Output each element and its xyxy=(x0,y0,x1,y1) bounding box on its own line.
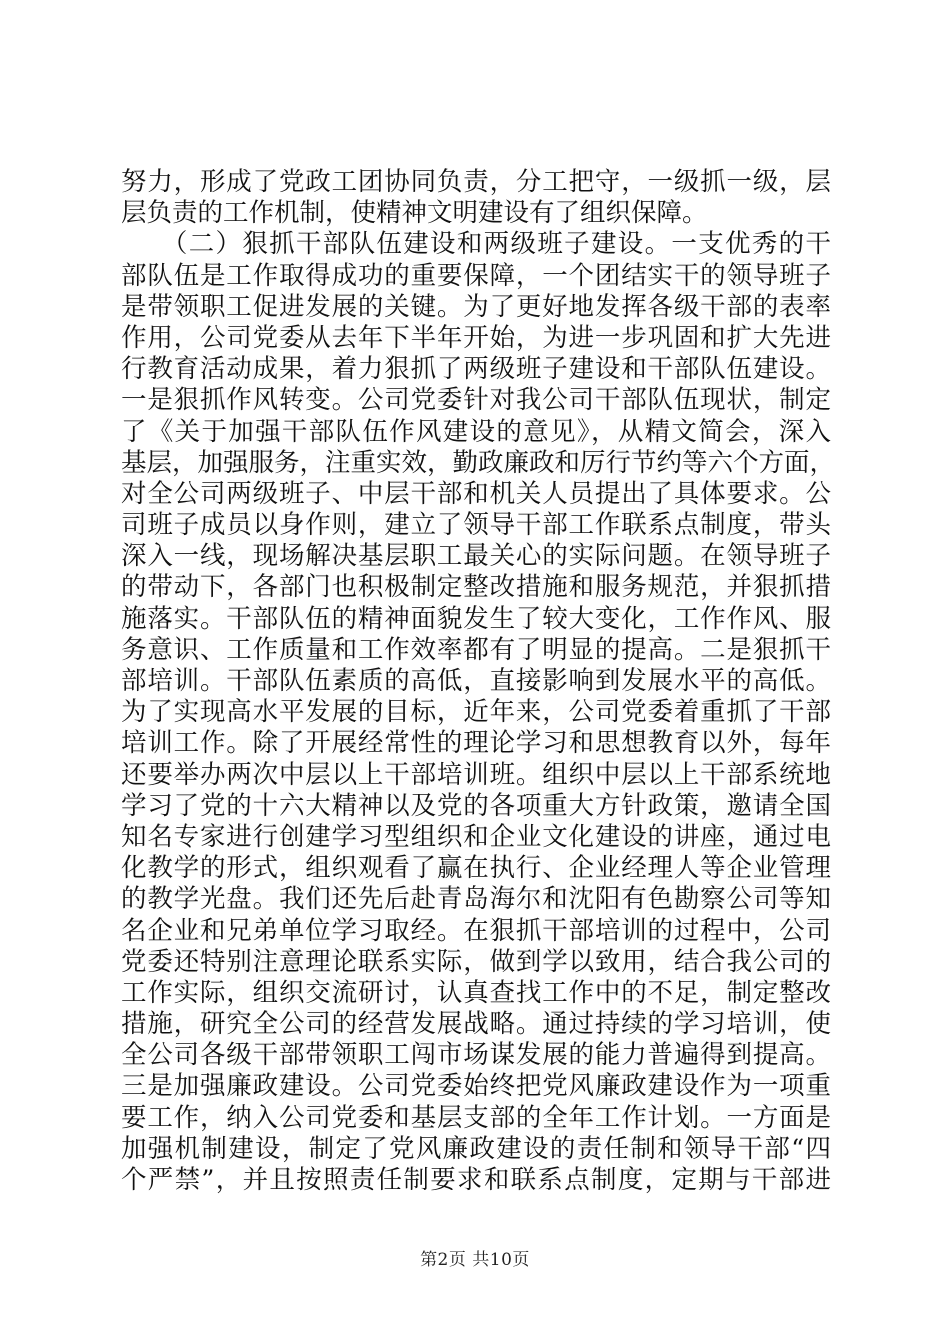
text-line: 深入一线，现场解决基层职工最关心的实际问题。在领导班子 xyxy=(121,541,831,572)
text-line: 行教育活动成果，着力狠抓了两级班子建设和干部队伍建设。 xyxy=(121,354,831,385)
text-line: 知名专家进行创建学习型组织和企业文化建设的讲座，通过电 xyxy=(121,821,831,852)
text-line: 培训工作。除了开展经常性的理论学习和思想教育以外，每年 xyxy=(121,728,831,759)
text-line: 部队伍是工作取得成功的重要保障，一个团结实干的领导班子 xyxy=(121,260,831,291)
text-line: 的带动下，各部门也积极制定整改措施和服务规范，并狠抓措 xyxy=(121,572,831,603)
text-line: 的教学光盘。我们还先后赴青岛海尔和沈阳有色勘察公司等知 xyxy=(121,884,831,915)
text-line: 了《关于加强干部队伍作风建设的意见》，从精文简会，深入 xyxy=(121,416,831,447)
text-line: 努力，形成了党政工团协同负责，分工把守，一级抓一级，层 xyxy=(121,167,831,197)
page-number-footer: 第2页 共10页 xyxy=(420,1250,530,1270)
text-line: （二）狠抓干部队伍建设和两级班子建设。一支优秀的干 xyxy=(121,229,831,260)
text-line: 要工作，纳入公司党委和基层支部的全年工作计划。一方面是 xyxy=(121,1102,831,1133)
text-line: 对全公司两级班子、中层干部和机关人员提出了具体要求。公 xyxy=(121,478,831,509)
text-line: 是带领职工促进发展的关键。为了更好地发挥各级干部的表率 xyxy=(121,291,831,322)
text-line: 名企业和兄弟单位学习取经。在狠抓干部培训的过程中，公司 xyxy=(121,915,831,946)
text-line: 工作实际，组织交流研讨，认真查找工作中的不足，制定整改 xyxy=(121,977,831,1008)
text-line: 党委还特别注意理论联系实际，做到学以致用，结合我公司的 xyxy=(121,946,831,977)
text-line: 施落实。干部队伍的精神面貌发生了较大变化，工作作风、服 xyxy=(121,603,831,634)
text-line: 司班子成员以身作则，建立了领导干部工作联系点制度，带头 xyxy=(121,510,831,541)
text-line: 务意识、工作质量和工作效率都有了明显的提高。二是狠抓干 xyxy=(121,634,831,665)
text-line: 一是狠抓作风转变。公司党委针对我公司干部队伍现状，制定 xyxy=(121,385,831,416)
text-line: 措施，研究全公司的经营发展战略。通过持续的学习培训，使 xyxy=(121,1009,831,1040)
text-line: 学习了党的十六大精神以及党的各项重大方针政策，邀请全国 xyxy=(121,790,831,821)
text-line: 全公司各级干部带领职工闯市场谋发展的能力普遍得到提高。 xyxy=(121,1040,831,1071)
text-line: 为了实现高水平发展的目标，近年来，公司党委着重抓了干部 xyxy=(121,697,831,728)
text-line: 还要举办两次中层以上干部培训班。组织中层以上干部系统地 xyxy=(121,759,831,790)
text-line: 个严禁”，并且按照责任制要求和联系点制度，定期与干部进 xyxy=(121,1165,831,1195)
text-line: 化教学的形式，组织观看了赢在执行、企业经理人等企业管理 xyxy=(121,853,831,884)
text-line: 作用，公司党委从去年下半年开始，为进一步巩固和扩大先进 xyxy=(121,322,831,353)
text-line: 层负责的工作机制，使精神文明建设有了组织保障。 xyxy=(121,198,708,229)
text-line: 加强机制建设，制定了党风廉政建设的责任制和领导干部“四 xyxy=(121,1133,831,1164)
text-line: 基层，加强服务，注重实效，勤政廉政和厉行节约等六个方面， xyxy=(121,447,836,478)
body-text xyxy=(121,167,836,1196)
text-line: 部培训。干部队伍素质的高低，直接影响到发展水平的高低。 xyxy=(121,666,831,696)
text-line: 三是加强廉政建设。公司党委始终把党风廉政建设作为一项重 xyxy=(121,1071,831,1102)
